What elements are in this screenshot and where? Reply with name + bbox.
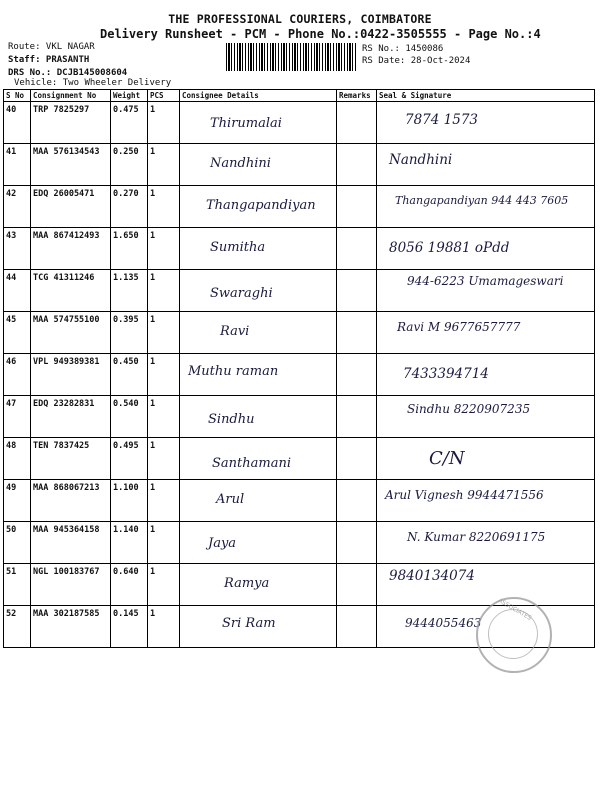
row-pcs: 1: [148, 144, 180, 186]
runsheet-table: [3, 89, 595, 648]
row-sno: 42: [4, 186, 31, 228]
row-remarks: [337, 144, 377, 186]
row-weight: 0.475: [111, 102, 148, 144]
consignee-handwriting: Ramya: [224, 576, 270, 591]
row-weight: 0.270: [111, 186, 148, 228]
row-weight: 0.540: [111, 396, 148, 438]
drs-number: DRS No.: DCJB145008604: [8, 68, 128, 78]
row-signature-cell: [377, 312, 595, 354]
row-signature-cell: [377, 396, 595, 438]
consignee-handwriting: Sri Ram: [222, 616, 276, 631]
row-consignment: VPL 949389381: [31, 354, 111, 396]
col-header-signature: Seal & Signature: [377, 90, 595, 102]
consignee-handwriting: Thirumalai: [210, 116, 282, 131]
table-row: [4, 144, 595, 186]
row-signature-cell: [377, 228, 595, 270]
signature-handwriting: 8056 19881 oPdd: [389, 240, 510, 256]
row-consignment: TRP 7825297: [31, 102, 111, 144]
row-consignment: MAA 574755100: [31, 312, 111, 354]
consignee-handwriting: Nandhini: [210, 156, 271, 171]
row-remarks: [337, 606, 377, 648]
row-consignee-cell: [180, 480, 337, 522]
row-remarks: [337, 480, 377, 522]
signature-handwriting: C/N: [429, 448, 465, 469]
row-weight: 0.145: [111, 606, 148, 648]
row-consignment: MAA 302187585: [31, 606, 111, 648]
row-consignment: EDQ 23282831: [31, 396, 111, 438]
row-sno: 50: [4, 522, 31, 564]
signature-handwriting: 7874 1573: [405, 112, 479, 128]
row-sno: 44: [4, 270, 31, 312]
table-row: [4, 186, 595, 228]
signature-handwriting: Sindhu 8220907235: [407, 402, 531, 416]
row-consignee-cell: [180, 606, 337, 648]
company-title: THE PROFESSIONAL COURIERS, COIMBATORE: [168, 12, 432, 26]
rs-number: RS No.: 1450086: [362, 44, 444, 54]
row-pcs: 1: [148, 396, 180, 438]
consignee-handwriting: Sindhu: [208, 412, 255, 427]
signature-handwriting: 9840134074: [389, 568, 475, 584]
row-consignee-cell: [180, 354, 337, 396]
table-row: [4, 312, 595, 354]
row-sno: 41: [4, 144, 31, 186]
runsheet-subtitle: Delivery Runsheet - PCM - Phone No.:0422-3505555 - Page No.:4: [100, 27, 541, 41]
row-signature-cell: [377, 144, 595, 186]
row-pcs: 1: [148, 522, 180, 564]
row-remarks: [337, 438, 377, 480]
row-consignee-cell: [180, 270, 337, 312]
staff-label: Staff: PRASANTH: [8, 55, 90, 65]
row-pcs: 1: [148, 354, 180, 396]
row-consignment: MAA 868067213: [31, 480, 111, 522]
row-consignment: TCG 41311246: [31, 270, 111, 312]
row-signature-cell: [377, 270, 595, 312]
row-consignment: EDQ 26005471: [31, 186, 111, 228]
barcode: [226, 43, 356, 71]
row-pcs: 1: [148, 606, 180, 648]
row-signature-cell: [377, 102, 595, 144]
row-pcs: 1: [148, 312, 180, 354]
row-weight: 1.650: [111, 228, 148, 270]
row-pcs: 1: [148, 480, 180, 522]
consignee-handwriting: Arul: [216, 492, 245, 507]
row-consignee-cell: [180, 396, 337, 438]
row-consignment: TEN 7837425: [31, 438, 111, 480]
row-pcs: 1: [148, 186, 180, 228]
signature-handwriting: N. Kumar 8220691175: [407, 530, 546, 544]
row-consignee-cell: [180, 522, 337, 564]
signature-handwriting: Nandhini: [389, 152, 453, 168]
consignee-handwriting: Thangapandiyan: [206, 198, 316, 213]
table-row: [4, 522, 595, 564]
table-header-row: [4, 90, 595, 102]
table-row: [4, 354, 595, 396]
row-remarks: [337, 270, 377, 312]
col-header-consignment: Consignment No: [31, 90, 111, 102]
table-row: [4, 102, 595, 144]
row-consignee-cell: [180, 186, 337, 228]
row-sno: 40: [4, 102, 31, 144]
col-header-pcs: PCS: [148, 90, 180, 102]
table-row: [4, 480, 595, 522]
col-header-remarks: Remarks: [337, 90, 377, 102]
col-header-weight: Weight: [111, 90, 148, 102]
row-remarks: [337, 312, 377, 354]
consignee-handwriting: Muthu raman: [188, 364, 279, 379]
signature-handwriting: 944-6223 Umamageswari: [407, 274, 564, 288]
row-consignee-cell: [180, 564, 337, 606]
row-remarks: [337, 522, 377, 564]
row-remarks: [337, 564, 377, 606]
row-sno: 46: [4, 354, 31, 396]
row-remarks: [337, 396, 377, 438]
row-consignment: MAA 945364158: [31, 522, 111, 564]
row-weight: 1.135: [111, 270, 148, 312]
row-consignee-cell: [180, 102, 337, 144]
row-consignee-cell: [180, 144, 337, 186]
vehicle-label: Vehicle: Two Wheeler Delivery: [14, 78, 172, 88]
row-signature-cell: [377, 564, 595, 606]
consignee-handwriting: Swaraghi: [210, 286, 273, 301]
row-signature-cell: [377, 186, 595, 228]
row-pcs: 1: [148, 228, 180, 270]
row-consignment: MAA 576134543: [31, 144, 111, 186]
row-consignee-cell: [180, 312, 337, 354]
row-pcs: 1: [148, 270, 180, 312]
signature-handwriting: Ravi M 9677657777: [397, 320, 521, 334]
row-consignee-cell: [180, 438, 337, 480]
table-row: [4, 396, 595, 438]
row-signature-cell: [377, 354, 595, 396]
consignee-handwriting: Ravi: [220, 324, 250, 339]
consignee-handwriting: Santhamani: [212, 456, 291, 471]
row-sno: 52: [4, 606, 31, 648]
row-signature-cell: [377, 522, 595, 564]
signature-handwriting: 7433394714: [403, 366, 489, 382]
row-sno: 47: [4, 396, 31, 438]
seal-stamp-text: ASSOCIATES: [496, 597, 533, 622]
row-sno: 51: [4, 564, 31, 606]
row-signature-cell: [377, 438, 595, 480]
row-weight: 0.250: [111, 144, 148, 186]
table-row: [4, 270, 595, 312]
row-consignment: NGL 100183767: [31, 564, 111, 606]
route-label: Route: VKL NAGAR: [8, 42, 95, 52]
seal-stamp: [476, 597, 552, 673]
row-signature-cell: [377, 480, 595, 522]
row-consignee-cell: [180, 228, 337, 270]
row-consignment: MAA 867412493: [31, 228, 111, 270]
row-weight: 1.140: [111, 522, 148, 564]
consignee-handwriting: Jaya: [208, 536, 237, 551]
row-sno: 49: [4, 480, 31, 522]
row-sno: 45: [4, 312, 31, 354]
col-header-consignee: Consignee Details: [180, 90, 337, 102]
row-weight: 1.100: [111, 480, 148, 522]
col-header-sno: S No: [4, 90, 31, 102]
row-weight: 0.495: [111, 438, 148, 480]
table-row: [4, 228, 595, 270]
row-pcs: 1: [148, 438, 180, 480]
signature-handwriting: Thangapandiyan 944 443 7605: [395, 194, 569, 207]
row-pcs: 1: [148, 102, 180, 144]
row-weight: 0.395: [111, 312, 148, 354]
signature-handwriting: 9444055463: [405, 616, 482, 630]
table-row: [4, 438, 595, 480]
row-sno: 48: [4, 438, 31, 480]
consignee-handwriting: Sumitha: [210, 240, 266, 255]
row-remarks: [337, 228, 377, 270]
row-weight: 0.450: [111, 354, 148, 396]
row-remarks: [337, 102, 377, 144]
rs-date: RS Date: 28-Oct-2024: [362, 56, 471, 66]
row-remarks: [337, 354, 377, 396]
row-sno: 43: [4, 228, 31, 270]
row-weight: 0.640: [111, 564, 148, 606]
signature-handwriting: Arul Vignesh 9944471556: [385, 488, 544, 502]
row-remarks: [337, 186, 377, 228]
row-pcs: 1: [148, 564, 180, 606]
